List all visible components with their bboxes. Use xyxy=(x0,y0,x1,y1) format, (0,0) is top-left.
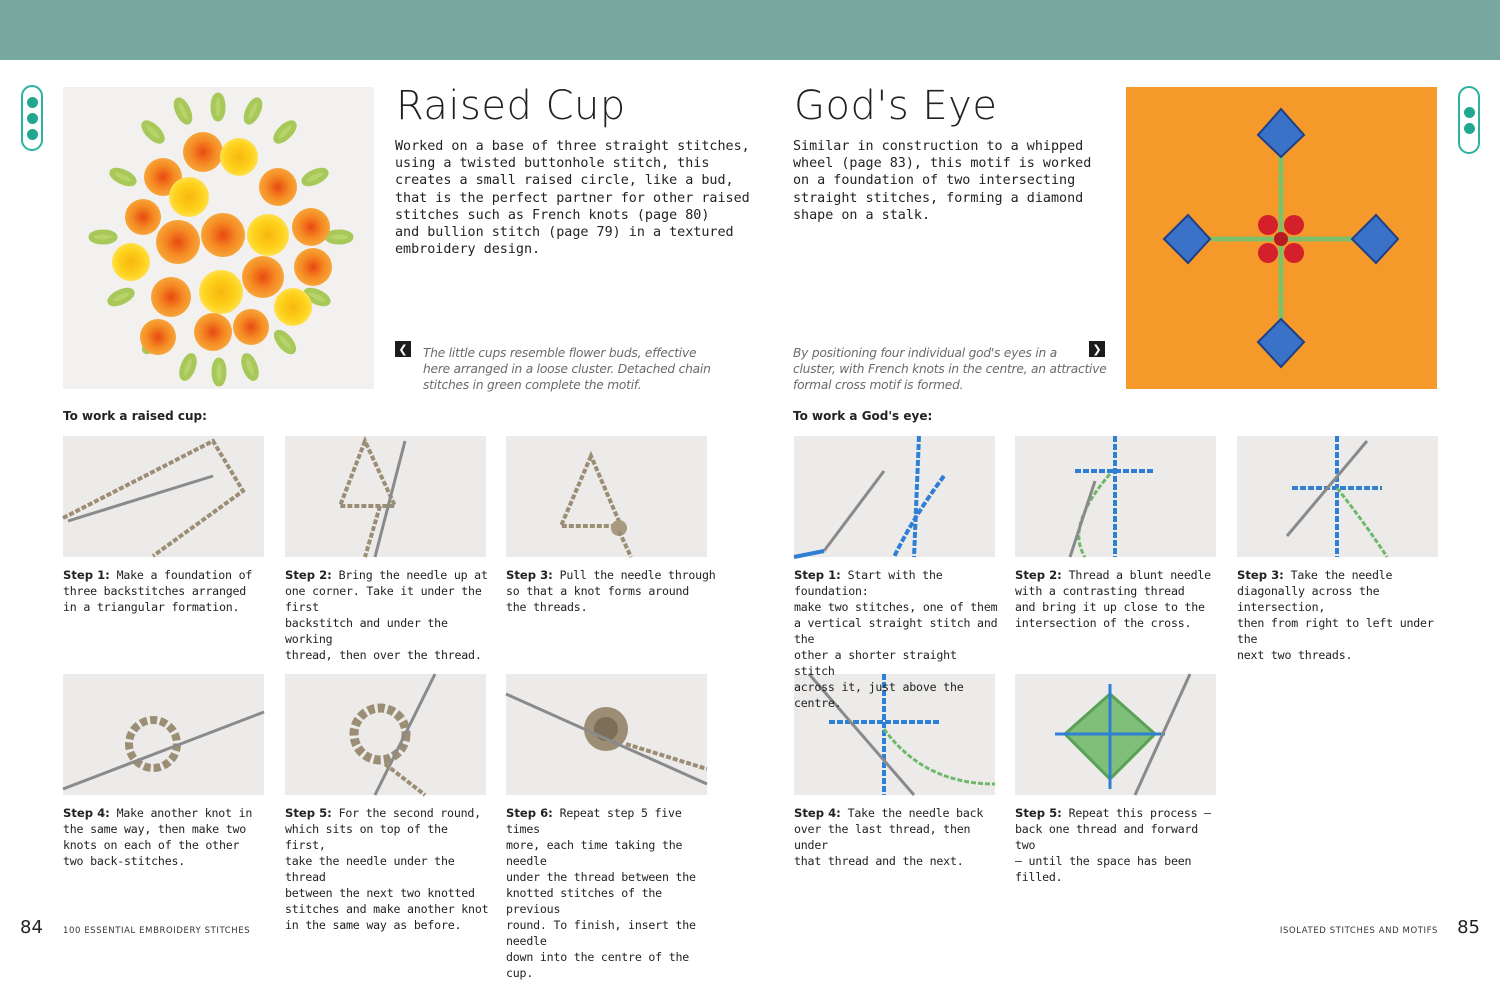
raised-cup-intro xyxy=(395,138,750,258)
gods-eye-hero-illustration xyxy=(1126,87,1437,389)
step-line xyxy=(63,805,273,821)
footer-section-title: ISOLATED STITCHES AND MOTIFS xyxy=(1279,926,1438,936)
caption-line: formal cross motif is formed. xyxy=(793,378,964,392)
raised-cup-hero-illustration xyxy=(63,87,374,389)
step-line-text: Make a foundation of xyxy=(116,568,253,582)
step-line: – until the space has been filled. xyxy=(1015,854,1192,884)
intro-line: wheel (page 83), this motif is worked xyxy=(793,156,1092,172)
gods-eye-hero-photo xyxy=(1126,87,1437,389)
step-line: in a triangular formation. xyxy=(63,600,240,614)
raised-cup-step4-photo xyxy=(63,674,264,795)
step-line: under the thread between the xyxy=(506,870,696,884)
step-line-text: Repeat step 5 five times xyxy=(506,806,682,836)
step-line: more, each time taking the needle xyxy=(506,838,683,868)
raised-cup-caption xyxy=(423,345,711,393)
gods-eye-step4-text xyxy=(794,805,1004,869)
step-line: across it, just above the centre. xyxy=(794,680,964,710)
raised-cup-step2-text xyxy=(285,567,495,663)
caption-line: cluster, with French knots in the centre, an attractive xyxy=(793,362,1107,376)
step-line xyxy=(1015,567,1225,583)
gods-eye-step1-photo xyxy=(794,436,995,557)
raised-cup-step5-photo xyxy=(285,674,486,795)
step-line xyxy=(63,567,273,583)
intro-line: Similar in construction to a whipped xyxy=(793,139,1084,154)
step-line-text: Start with the foundation: xyxy=(794,568,943,598)
footer-book-title: 100 ESSENTIAL EMBROIDERY STITCHES xyxy=(63,926,251,936)
step-label: Step 5: xyxy=(285,806,332,820)
step-label: Step 6: xyxy=(506,806,553,820)
tab-dot-icon xyxy=(1464,123,1475,134)
page-number-right: 85 xyxy=(1457,917,1480,938)
step-label: Step 2: xyxy=(285,568,332,582)
step-line: stitches and make another knot xyxy=(285,902,489,916)
intro-line: Worked on a base of three straight stitches, xyxy=(395,139,750,154)
step-line: the threads. xyxy=(506,600,588,614)
raised-cup-step3-text xyxy=(506,567,716,615)
step-line: and bring it up close to the xyxy=(1015,600,1205,614)
page-title-raised-cup: Raised Cup xyxy=(396,83,626,129)
step-line xyxy=(506,567,716,583)
raised-cup-step5-text xyxy=(285,805,495,933)
gods-eye-work-heading: To work a God's eye: xyxy=(793,409,933,423)
step-line: in the same way as before. xyxy=(285,918,462,932)
tab-dot-icon xyxy=(27,129,38,140)
step-label: Step 1: xyxy=(63,568,110,582)
step-line-text: Take the needle xyxy=(1290,568,1393,582)
step-line: down into the centre of the cup. xyxy=(506,950,690,980)
section-tab-left xyxy=(21,85,43,151)
tab-dot-icon xyxy=(27,113,38,124)
step-line: three backstitches arranged xyxy=(63,584,247,598)
chevron-left-icon: ❮ xyxy=(395,341,411,357)
gods-eye-step1-text xyxy=(794,567,1004,711)
caption-line: stitches in green complete the motif. xyxy=(423,378,642,392)
intro-line: that is the perfect partner for other raised xyxy=(395,190,750,206)
intro-line: creates a small raised circle, like a bud, xyxy=(395,173,734,189)
caption-line: By positioning four individual god's eyes in a xyxy=(793,346,1058,360)
step-line: back one thread and forward two xyxy=(1015,822,1199,852)
step-line: with a contrasting thread xyxy=(1015,584,1185,598)
gods-eye-intro xyxy=(793,138,1091,224)
step-line xyxy=(1015,805,1225,821)
raised-cup-step2-photo xyxy=(285,436,486,557)
caption-line: The little cups resemble flower buds, effective xyxy=(423,346,697,360)
step-line: other a shorter straight stitch xyxy=(794,648,957,678)
intro-line: using a twisted buttonhole stitch, this xyxy=(395,156,710,172)
intro-line: and bullion stitch (page 79) in a textured xyxy=(395,225,734,241)
step-line xyxy=(285,805,495,821)
step-line: two back-stitches. xyxy=(63,854,186,868)
step-line: knotted stitches of the previous xyxy=(506,886,662,916)
step-line: one corner. Take it under the first xyxy=(285,584,482,614)
step-line: make two stitches, one of them xyxy=(794,600,998,614)
step-line-text: Take the needle back xyxy=(847,806,984,820)
step-line-text: For the second round, xyxy=(338,806,481,820)
step-label: Step 4: xyxy=(794,806,841,820)
chevron-right-icon: ❯ xyxy=(1089,341,1105,357)
step-label: Step 5: xyxy=(1015,806,1062,820)
intro-line: embroidery design. xyxy=(395,242,541,258)
intro-line: on a foundation of two intersecting xyxy=(793,173,1076,189)
step-line-text: Make another knot in xyxy=(116,806,253,820)
step-line: between the next two knotted xyxy=(285,886,475,900)
top-color-band xyxy=(0,0,1500,60)
step-line: so that a knot forms around xyxy=(506,584,690,598)
step-line: backstitch and under the working xyxy=(285,616,448,646)
step-line-text: Thread a blunt needle xyxy=(1068,568,1211,582)
gods-eye-caption xyxy=(793,345,1107,393)
raised-cup-step3-photo xyxy=(506,436,707,557)
page-number-left: 84 xyxy=(20,917,43,938)
step-line: the same way, then make two xyxy=(63,822,247,836)
step-line xyxy=(1237,567,1447,583)
gods-eye-step5-text xyxy=(1015,805,1225,885)
step-line: round. To finish, insert the needle xyxy=(506,918,696,948)
intro-line: stitches such as French knots (page 80) xyxy=(395,207,710,223)
step-line xyxy=(794,805,1004,821)
gods-eye-step3-photo xyxy=(1237,436,1438,557)
raised-cup-step6-photo xyxy=(506,674,707,795)
section-tab-right xyxy=(1458,86,1480,154)
page-title-gods-eye: God's Eye xyxy=(794,83,998,129)
step-line: over the last thread, then under xyxy=(794,822,971,852)
step-line-text: Pull the needle through xyxy=(559,568,716,582)
step-label: Step 1: xyxy=(794,568,841,582)
step-line-text: Bring the needle up at xyxy=(338,568,488,582)
raised-cup-step1-photo xyxy=(63,436,264,557)
raised-cup-work-heading: To work a raised cup: xyxy=(63,409,207,423)
tab-dot-icon xyxy=(1464,107,1475,118)
step-label: Step 2: xyxy=(1015,568,1062,582)
step-line xyxy=(285,567,495,583)
step-line: then from right to left under the xyxy=(1237,616,1434,646)
step-line: diagonally across the intersection, xyxy=(1237,584,1380,614)
caption-line: here arranged in a loose cluster. Detached chain xyxy=(423,362,711,376)
step-line-text: Repeat this process – xyxy=(1068,806,1211,820)
step-label: Step 4: xyxy=(63,806,110,820)
step-line: which sits on top of the first, xyxy=(285,822,448,852)
step-label: Step 3: xyxy=(1237,568,1284,582)
tab-dot-icon xyxy=(27,97,38,108)
gods-eye-step2-photo xyxy=(1015,436,1216,557)
step-line: that thread and the next. xyxy=(794,854,964,868)
intro-line: straight stitches, forming a diamond xyxy=(793,190,1084,206)
step-line: intersection of the cross. xyxy=(1015,616,1192,630)
gods-eye-step3-text xyxy=(1237,567,1447,663)
step-line: knots on each of the other xyxy=(63,838,240,852)
step-line: thread, then over the thread. xyxy=(285,648,482,662)
step-line: next two threads. xyxy=(1237,648,1353,662)
step-line xyxy=(506,805,716,837)
gods-eye-step2-text xyxy=(1015,567,1225,631)
raised-cup-step1-text xyxy=(63,567,273,615)
step-line xyxy=(794,567,1004,599)
raised-cup-step6-text xyxy=(506,805,716,981)
step-line: a vertical straight stitch and the xyxy=(794,616,998,646)
gods-eye-step5-photo xyxy=(1015,674,1216,795)
step-label: Step 3: xyxy=(506,568,553,582)
step-line: take the needle under the thread xyxy=(285,854,455,884)
raised-cup-hero-photo xyxy=(63,87,374,389)
raised-cup-step4-text xyxy=(63,805,273,869)
intro-line: shape on a stalk. xyxy=(793,207,931,223)
